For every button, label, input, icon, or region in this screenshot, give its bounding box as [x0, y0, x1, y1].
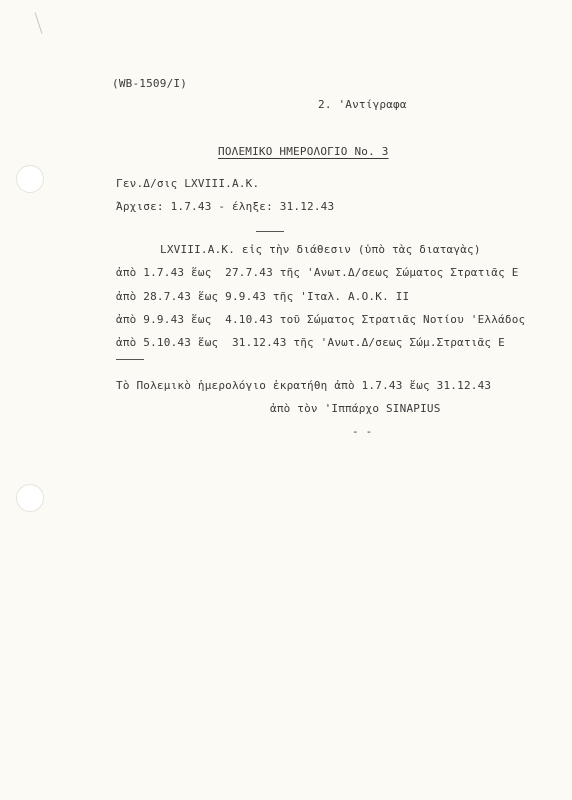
dates-line: Άρχισε: 1.7.43 - έληξε: 31.12.43 — [116, 200, 335, 213]
paper-crease — [35, 12, 43, 33]
separator-dash — [116, 359, 144, 360]
punch-hole-top — [16, 165, 44, 193]
document-title: ΠΟΛΕΜΙΚΟ ΗΜΕΡΟΛΟΓΙΟ Νο. 3 — [218, 145, 389, 158]
period-line: ἀπὸ 9.9.43 ἕως 4.10.43 τοῦ Σώματος Στρατιᾶς Νοτίου 'Ελλάδος — [116, 313, 526, 326]
kept-by-person: ἀπὸ τὸν 'Ιππάρχο SINAPIUS — [270, 402, 441, 415]
kept-by-line: Τὸ Πολεμικὸ ἡμερολόγιο ἐκρατήθη ἀπὸ 1.7.43 ἕως 31.12.43 — [116, 379, 492, 392]
period-line: ἀπὸ 28.7.43 ἕως 9.9.43 τῆς 'Ιταλ. A.O.K. II — [116, 290, 410, 303]
copy-note: 2. 'Αντίγραφα — [318, 98, 407, 111]
unit-line: Γεν.Δ/σις LXVIII.A.K. — [116, 177, 260, 190]
punch-hole-bottom — [16, 484, 44, 512]
subordination-intro: LXVIII.A.K. εἰς τὴν διάθεσιν (ὑπὸ τὰς διαταγὰς) — [160, 243, 481, 256]
period-line: ἀπὸ 1.7.43 ἕως 27.7.43 τῆς 'Ανωτ.Δ/σεως Σώματος Στρατιᾶς E — [116, 266, 519, 279]
end-mark: - - — [352, 425, 373, 438]
period-line: ἀπὸ 5.10.43 ἕως 31.12.43 τῆς 'Ανωτ.Δ/σεως Σώμ.Στρατιᾶς E — [116, 336, 505, 349]
document-reference: (WB-1509/I) — [112, 77, 188, 90]
separator-dash — [256, 231, 284, 232]
